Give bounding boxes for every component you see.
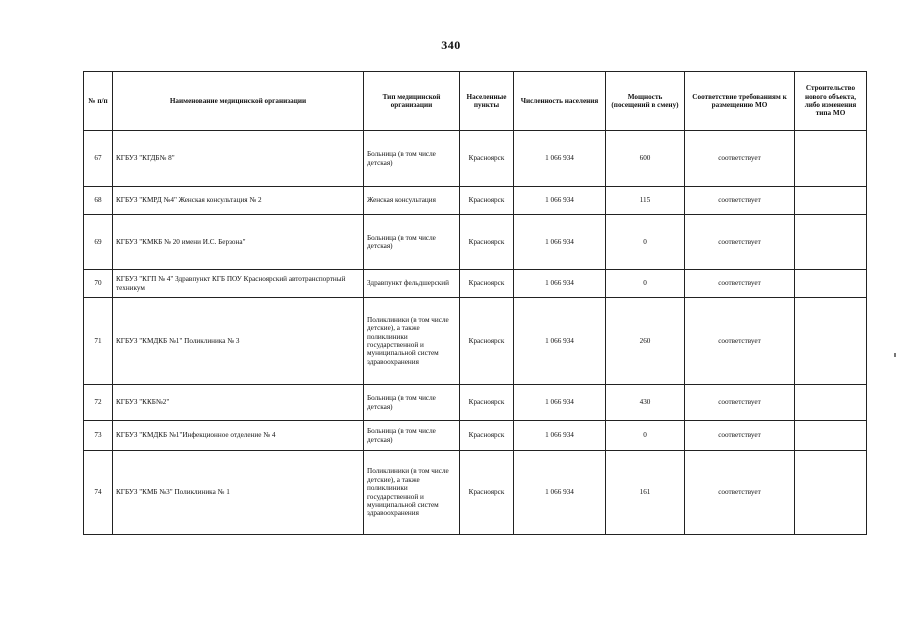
- header-type: Тип медицинской организации: [364, 72, 460, 131]
- cell-name: КГБУЗ "КГДБ№ 8": [113, 131, 364, 187]
- cell-type: Здравпункт фельдшерский: [364, 270, 460, 298]
- cell-place: Красноярск: [460, 421, 514, 451]
- cell-capacity: 115: [606, 187, 685, 215]
- table-row: [84, 451, 867, 535]
- cell-place: Красноярск: [460, 385, 514, 421]
- cell-place: Красноярск: [460, 215, 514, 270]
- page-number: 340: [441, 38, 461, 52]
- cell-num: 70: [84, 270, 113, 298]
- table-row: [84, 385, 867, 421]
- cell-place: Красноярск: [460, 270, 514, 298]
- cell-capacity: 430: [606, 385, 685, 421]
- cell-population: 1 066 934: [514, 215, 606, 270]
- cell-new-object: [795, 215, 867, 270]
- cell-num: 69: [84, 215, 113, 270]
- cell-name: КГБУЗ "КМКБ № 20 имени И.С. Берзона": [113, 215, 364, 270]
- table-row: [84, 421, 867, 451]
- cell-status: соответствует: [685, 131, 795, 187]
- cell-capacity: 600: [606, 131, 685, 187]
- cell-new-object: [795, 451, 867, 535]
- cell-type: Больница (в том числе детская): [364, 131, 460, 187]
- table-row: [84, 131, 867, 187]
- table-row: [84, 215, 867, 270]
- header-new-object: Строительство нового объекта, либо изменения типа МО: [795, 72, 867, 131]
- cell-name: КГБУЗ "КМБ №3" Поликлиника № 1: [113, 451, 364, 535]
- cell-place: Красноярск: [460, 131, 514, 187]
- cell-num: 74: [84, 451, 113, 535]
- cell-place: Красноярск: [460, 298, 514, 385]
- header-num: № п/п: [84, 72, 113, 131]
- cell-new-object: [795, 385, 867, 421]
- cell-population: 1 066 934: [514, 385, 606, 421]
- cell-place: Красноярск: [460, 187, 514, 215]
- cell-name: КГБУЗ "КМДКБ №1"Инфекционное отделение № 4: [113, 421, 364, 451]
- header-capacity: Мощность (посещений в смену): [606, 72, 685, 131]
- cell-type: Больница (в том числе детская): [364, 215, 460, 270]
- table-row: [84, 270, 867, 298]
- cell-num: 72: [84, 385, 113, 421]
- header-row: [84, 72, 867, 131]
- header-name: Наименование медицинской организации: [113, 72, 364, 131]
- cell-type: Поликлиники (в том числе детские), а также поликлиники государственной и муниципальной систем здравоохранения: [364, 451, 460, 535]
- cell-new-object: [795, 187, 867, 215]
- header-status: Соответствие требованиям к размещению МО: [685, 72, 795, 131]
- cell-place: Красноярск: [460, 451, 514, 535]
- cell-num: 71: [84, 298, 113, 385]
- cell-population: 1 066 934: [514, 421, 606, 451]
- table-row: [84, 187, 867, 215]
- cell-new-object: [795, 421, 867, 451]
- cell-capacity: 0: [606, 270, 685, 298]
- cell-capacity: 0: [606, 421, 685, 451]
- cell-capacity: 260: [606, 298, 685, 385]
- cell-status: соответствует: [685, 298, 795, 385]
- cell-status: соответствует: [685, 421, 795, 451]
- cell-population: 1 066 934: [514, 131, 606, 187]
- header-place: Населенные пункты: [460, 72, 514, 131]
- cell-capacity: 161: [606, 451, 685, 535]
- cell-type: Больница (в том числе детская): [364, 385, 460, 421]
- cell-num: 68: [84, 187, 113, 215]
- cell-capacity: 0: [606, 215, 685, 270]
- cell-status: соответствует: [685, 215, 795, 270]
- cell-type: Больница (в том числе детская): [364, 421, 460, 451]
- cell-name: КГБУЗ "КГП № 4" Здравпункт КГБ ПОУ Красноярский автотранспортный техникум: [113, 270, 364, 298]
- table-body: [84, 131, 867, 535]
- cell-status: соответствует: [685, 385, 795, 421]
- cell-num: 73: [84, 421, 113, 451]
- cell-population: 1 066 934: [514, 187, 606, 215]
- cell-type: Женская консультация: [364, 187, 460, 215]
- cell-name: КГБУЗ "КМДКБ №1" Поликлиника № 3: [113, 298, 364, 385]
- cell-status: соответствует: [685, 187, 795, 215]
- header-population: Численность населения: [514, 72, 606, 131]
- cell-population: 1 066 934: [514, 270, 606, 298]
- cell-type: Поликлиники (в том числе детские), а также поликлиники государственной и муниципальной систем здравоохранения: [364, 298, 460, 385]
- cell-num: 67: [84, 131, 113, 187]
- scan-speck: [894, 353, 896, 357]
- cell-new-object: [795, 270, 867, 298]
- cell-new-object: [795, 131, 867, 187]
- medical-organizations-table: [83, 71, 867, 535]
- cell-status: соответствует: [685, 270, 795, 298]
- cell-new-object: [795, 298, 867, 385]
- cell-name: КГБУЗ "КМРД №4" Женская консультация № 2: [113, 187, 364, 215]
- table-row: [84, 298, 867, 385]
- cell-population: 1 066 934: [514, 451, 606, 535]
- cell-population: 1 066 934: [514, 298, 606, 385]
- cell-name: КГБУЗ "ККБ№2": [113, 385, 364, 421]
- cell-status: соответствует: [685, 451, 795, 535]
